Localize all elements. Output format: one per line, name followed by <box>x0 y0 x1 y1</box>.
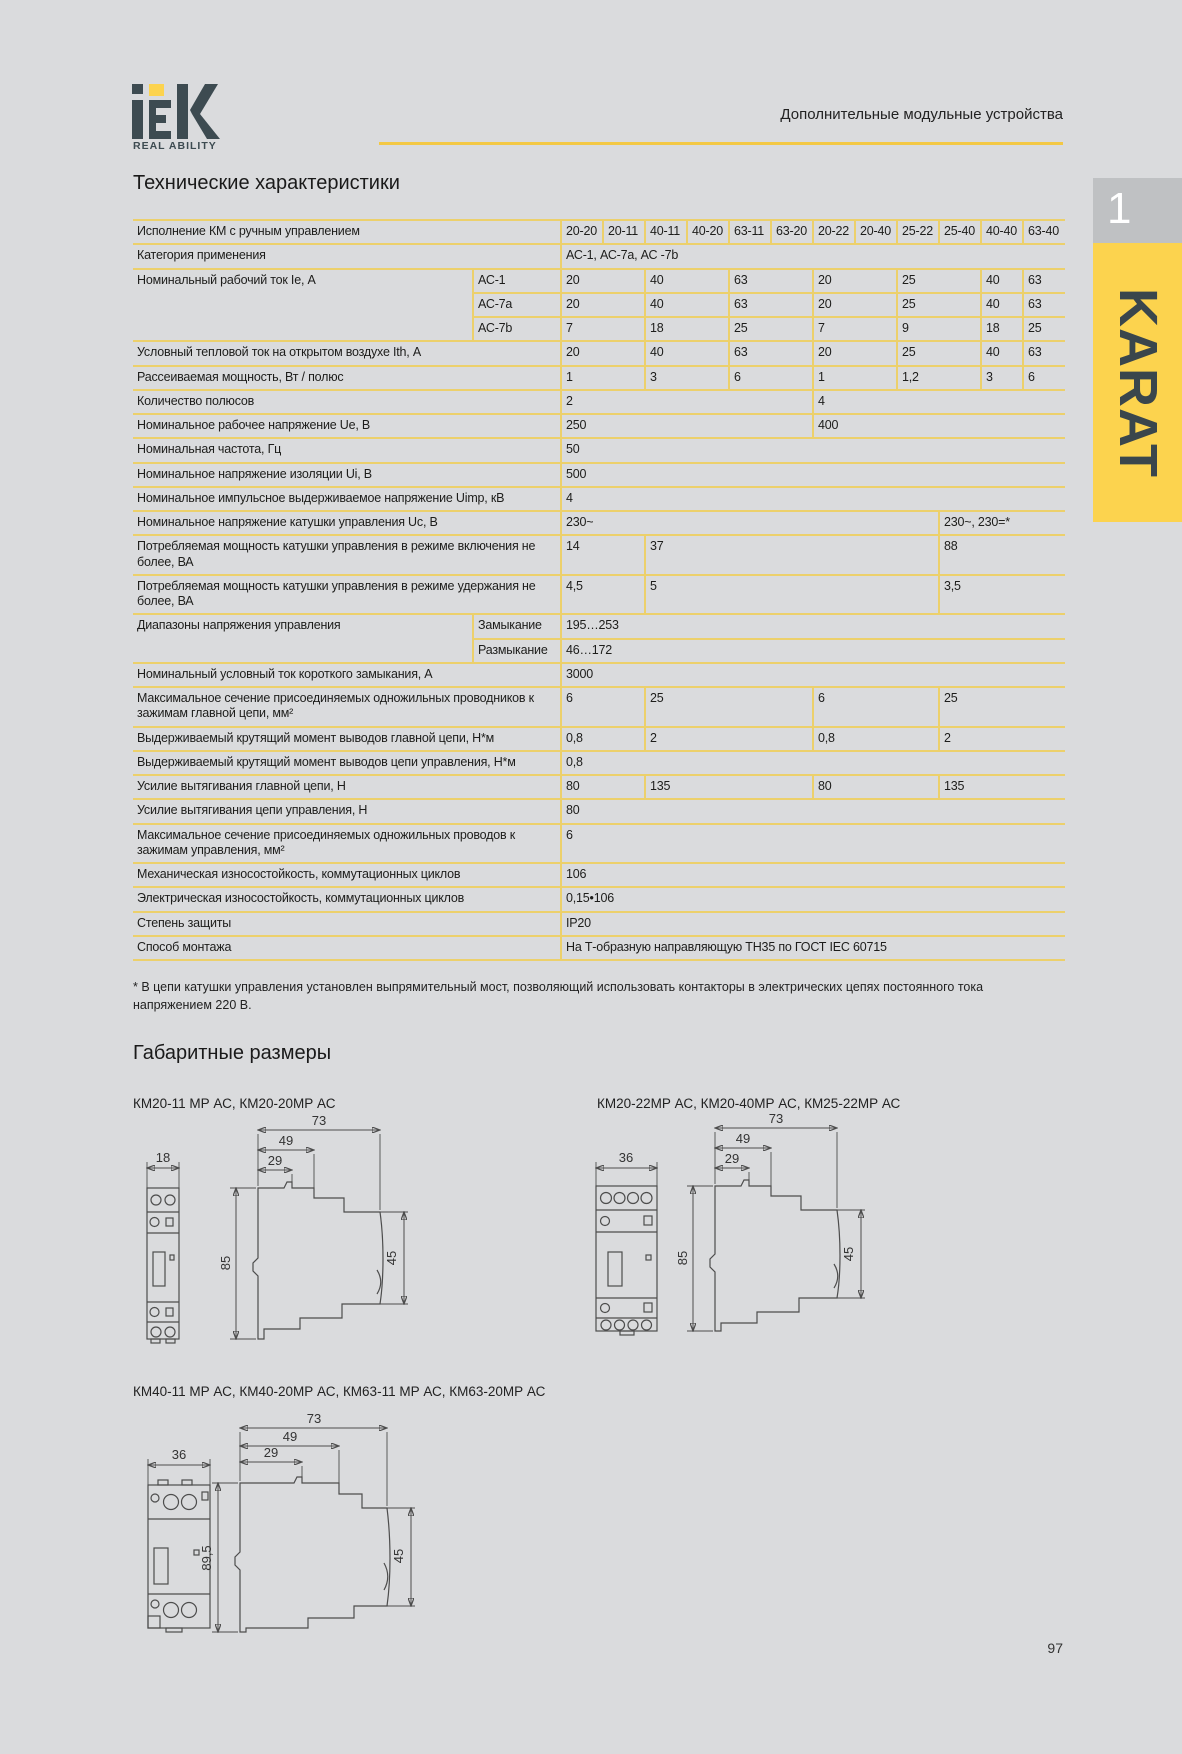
spec-value-cell: 106 <box>561 863 1065 887</box>
spec-value-cell: На Т-образную направляющую ТН35 по ГОСТ IEC 60715 <box>561 936 1065 960</box>
spec-value-cell: 20 <box>561 341 645 365</box>
table-row <box>133 863 1065 887</box>
spec-label-cell: Механическая износостойкость, коммутационных циклов <box>133 863 561 887</box>
spec-label-cell: Выдерживаемый крутящий момент выводов цепи управления, Н*м <box>133 751 561 775</box>
dim-label-total-width: 73 <box>311 1113 327 1128</box>
page-number: 97 <box>1047 1640 1063 1656</box>
spec-value-cell: 0,8 <box>561 727 645 751</box>
drawing-km20-22 <box>560 1106 870 1356</box>
logo-e-bar-mid <box>149 115 166 123</box>
spec-label-cell: Количество полюсов <box>133 390 561 414</box>
spec-label-cell: Степень защиты <box>133 912 561 936</box>
series-brand-tab <box>1093 243 1182 522</box>
spec-value-cell: 230~, 230=* <box>939 511 1065 535</box>
series-brand-label: KARAT <box>1107 287 1168 478</box>
spec-value-cell: 40 <box>981 269 1023 293</box>
specs-section-title: Технические характеристики <box>133 172 400 194</box>
logo-yellow-square <box>149 84 164 96</box>
table-row <box>133 614 1065 638</box>
dim-label-height: 85 <box>675 1250 690 1266</box>
spec-value-cell: 4,5 <box>561 575 645 615</box>
spec-value-cell: 2 <box>561 390 813 414</box>
logo-k-lower-leg <box>192 114 220 139</box>
table-row <box>133 936 1065 960</box>
spec-sublabel-cell: Размыкание <box>473 639 561 663</box>
spec-label-cell: Максимальное сечение присоединяемых одножильных проводов к зажимам управления, мм² <box>133 824 561 864</box>
spec-value-cell: 63 <box>1023 341 1065 365</box>
dim-label-mid-width: 49 <box>278 1133 294 1148</box>
spec-value-cell: 20 <box>561 293 645 317</box>
table-row <box>133 269 1065 293</box>
table-row <box>133 687 1065 727</box>
spec-value-cell: АС-1, АС-7а, АС -7b <box>561 244 1065 268</box>
spec-value-cell: 40 <box>645 293 729 317</box>
spec-value-cell: 135 <box>645 775 813 799</box>
spec-value-cell: 63 <box>729 293 813 317</box>
spec-label-cell: Условный тепловой ток на открытом воздухе Ith, А <box>133 341 561 365</box>
side-view-profile <box>235 1477 390 1632</box>
spec-label-cell: Номинальный условный ток короткого замыкания, А <box>133 663 561 687</box>
dim-label-right-height: 45 <box>841 1246 856 1262</box>
spec-value-cell: 14 <box>561 535 645 575</box>
spec-value-cell: 20 <box>561 269 645 293</box>
spec-label-cell: Способ монтажа <box>133 936 561 960</box>
table-row <box>133 414 1065 438</box>
spec-value-cell: IP20 <box>561 912 1065 936</box>
dim-label-height: 85 <box>218 1255 233 1271</box>
spec-value-cell: 40-40 <box>981 220 1023 244</box>
spec-value-cell: 3000 <box>561 663 1065 687</box>
table-row <box>133 535 1065 575</box>
spec-value-cell: 7 <box>561 317 645 341</box>
spec-label-cell: Категория применения <box>133 244 561 268</box>
spec-label-cell: Выдерживаемый крутящий момент выводов главной цепи, Н*м <box>133 727 561 751</box>
spec-value-cell: 1 <box>561 366 645 390</box>
spec-label-cell: Исполнение КМ с ручным управлением <box>133 220 561 244</box>
table-row <box>133 663 1065 687</box>
header-yellow-rule <box>379 142 1063 145</box>
logo-k-upper-leg <box>190 84 218 114</box>
dim-label-height: 89,5 <box>199 1545 214 1571</box>
table-row <box>133 824 1065 864</box>
spec-label-cell: Номинальное импульсное выдерживаемое напряжение Uimp, кВ <box>133 487 561 511</box>
drawing-km20-11 <box>118 1106 418 1356</box>
page-header-category: Дополнительные модульные устройства <box>780 106 1063 123</box>
spec-value-cell: 25-40 <box>939 220 981 244</box>
spec-value-cell: 25-22 <box>897 220 939 244</box>
spec-value-cell: 20 <box>813 341 897 365</box>
spec-value-cell: 18 <box>645 317 729 341</box>
table-row <box>133 799 1065 823</box>
spec-label-cell: Потребляемая мощность катушки управления в режиме удержания не более, ВА <box>133 575 561 615</box>
spec-value-cell: 25 <box>897 269 981 293</box>
spec-value-cell: 500 <box>561 463 1065 487</box>
spec-value-cell: 20-40 <box>855 220 897 244</box>
table-row <box>133 887 1065 911</box>
spec-value-cell: 6 <box>813 687 939 727</box>
dim-label-mid-width: 49 <box>735 1131 751 1146</box>
spec-value-cell: 46…172 <box>561 639 1065 663</box>
spec-value-cell: 63 <box>1023 269 1065 293</box>
drawing-1-title: КМ20-11 МР АС, КМ20-20МР АС <box>133 1096 336 1111</box>
spec-value-cell: 195…253 <box>561 614 1065 638</box>
spec-value-cell: 40 <box>645 269 729 293</box>
spec-value-cell: 25 <box>645 687 813 727</box>
spec-label-cell: Максимальное сечение присоединяемых одножильных проводников к зажимам главной цепи, мм² <box>133 687 561 727</box>
dim-label-small-width: 29 <box>267 1153 283 1168</box>
spec-value-cell: 80 <box>813 775 939 799</box>
side-view-profile <box>253 1182 383 1339</box>
spec-value-cell: 6 <box>561 687 645 727</box>
spec-value-cell: 3 <box>981 366 1023 390</box>
spec-label-cell: Усилие вытягивания цепи управления, Н <box>133 799 561 823</box>
spec-value-cell: 40-20 <box>687 220 729 244</box>
spec-value-cell: 25 <box>897 341 981 365</box>
spec-value-cell: 135 <box>939 775 1065 799</box>
spec-value-cell: 80 <box>561 775 645 799</box>
spec-value-cell: 63 <box>729 341 813 365</box>
spec-sublabel-cell: АС-1 <box>473 269 561 293</box>
spec-value-cell: 0,8 <box>813 727 939 751</box>
side-view-profile <box>710 1180 840 1331</box>
spec-sublabel-cell: АС-7а <box>473 293 561 317</box>
table-row <box>133 912 1065 936</box>
spec-value-cell: 20 <box>813 269 897 293</box>
table-row <box>133 438 1065 462</box>
spec-label-cell: Номинальная частота, Гц <box>133 438 561 462</box>
spec-value-cell: 2 <box>939 727 1065 751</box>
spec-value-cell: 20-11 <box>603 220 645 244</box>
dim-label-total-width: 73 <box>306 1411 322 1426</box>
dim-label-mid-width: 49 <box>282 1429 298 1444</box>
spec-value-cell: 50 <box>561 438 1065 462</box>
logo-i-stem <box>132 100 143 139</box>
table-row <box>133 390 1065 414</box>
spec-value-cell: 25 <box>1023 317 1065 341</box>
table-row <box>133 244 1065 268</box>
spec-value-cell: 5 <box>645 575 939 615</box>
spec-label-cell: Номинальное рабочее напряжение Ue, В <box>133 414 561 438</box>
table-row <box>133 575 1065 615</box>
spec-value-cell: 37 <box>645 535 939 575</box>
drawing-km40-63 <box>118 1398 418 1663</box>
spec-value-cell: 3 <box>645 366 729 390</box>
spec-value-cell: 9 <box>897 317 981 341</box>
dim-label-small-width: 29 <box>724 1151 740 1166</box>
front-view-body <box>147 1188 179 1339</box>
front-view-body <box>596 1186 657 1331</box>
spec-label-cell: Номинальное напряжение изоляции Ui, В <box>133 463 561 487</box>
spec-value-cell: 88 <box>939 535 1065 575</box>
drawing-2-title: КМ20-22МР АС, КМ20-40МР АС, КМ25-22МР АС <box>597 1096 901 1111</box>
spec-value-cell: 63 <box>729 269 813 293</box>
drawing-3-title: КМ40-11 МР АС, КМ40-20МР АС, КМ63-11 МР АС, КМ63-20МР АС <box>133 1384 546 1399</box>
spec-value-cell: 80 <box>561 799 1065 823</box>
dim-label-front-width: 18 <box>155 1150 171 1165</box>
logo-i-dot <box>132 84 143 94</box>
footnote: * В цепи катушки управления установлен выпрямительный мост, позволяющий использовать контакторы в электрических цепях постоянного тока напряжением 220 В. <box>133 980 984 1013</box>
dim-label-total-width: 73 <box>768 1111 784 1126</box>
spec-value-cell: 6 <box>729 366 813 390</box>
spec-label-cell: Усилие вытягивания главной цепи, Н <box>133 775 561 799</box>
spec-value-cell: 63-20 <box>771 220 813 244</box>
spec-value-cell: 25 <box>897 293 981 317</box>
spec-label-cell: Номинальное напряжение катушки управления Uc, В <box>133 511 561 535</box>
table-row <box>133 487 1065 511</box>
spec-label-cell: Диапазоны напряжения управления <box>133 614 473 663</box>
spec-value-cell: 25 <box>939 687 1065 727</box>
logo-tagline: REAL ABILITY <box>133 140 217 152</box>
spec-sublabel-cell: Замыкание <box>473 614 561 638</box>
table-row <box>133 751 1065 775</box>
spec-value-cell: 63-11 <box>729 220 771 244</box>
specs-table <box>133 219 1065 961</box>
spec-value-cell: 63 <box>1023 293 1065 317</box>
spec-value-cell: 40 <box>981 293 1023 317</box>
dimensions-section-title: Габаритные размеры <box>133 1042 332 1064</box>
table-row <box>133 775 1065 799</box>
spec-value-cell: 7 <box>813 317 897 341</box>
table-row <box>133 727 1065 751</box>
spec-value-cell: 20-20 <box>561 220 603 244</box>
spec-label-cell: Потребляемая мощность катушки управления в режиме включения не более, ВА <box>133 535 561 575</box>
spec-value-cell: 3,5 <box>939 575 1065 615</box>
spec-sublabel-cell: АС-7b <box>473 317 561 341</box>
spec-label-cell: Рассеиваемая мощность, Вт / полюс <box>133 366 561 390</box>
dim-label-front-width: 36 <box>171 1447 187 1462</box>
spec-value-cell: 20 <box>813 293 897 317</box>
logo-k-stem <box>177 84 188 139</box>
spec-value-cell: 4 <box>813 390 1065 414</box>
dim-label-small-width: 29 <box>263 1445 279 1460</box>
spec-value-cell: 18 <box>981 317 1023 341</box>
table-row <box>133 463 1065 487</box>
logo-e-bar-bottom <box>149 131 171 139</box>
spec-label-cell: Электрическая износостойкость, коммутационных циклов <box>133 887 561 911</box>
dim-label-front-width: 36 <box>618 1150 634 1165</box>
spec-value-cell: 25 <box>729 317 813 341</box>
spec-value-cell: 40 <box>645 341 729 365</box>
section-number-tab: 1 <box>1093 178 1182 243</box>
dim-label-right-height: 45 <box>391 1548 406 1564</box>
spec-label-cell: Номинальный рабочий ток Ie, А <box>133 269 473 342</box>
dim-label-right-height: 45 <box>384 1250 399 1266</box>
spec-value-cell: 4 <box>561 487 1065 511</box>
table-row <box>133 341 1065 365</box>
spec-value-cell: 0,15•106 <box>561 887 1065 911</box>
spec-value-cell: 400 <box>813 414 1065 438</box>
spec-value-cell: 1 <box>813 366 897 390</box>
logo-e-bar-top <box>149 100 171 108</box>
spec-value-cell: 230~ <box>561 511 939 535</box>
iek-logo <box>132 84 237 140</box>
spec-value-cell: 40 <box>981 341 1023 365</box>
spec-value-cell: 6 <box>561 824 1065 864</box>
specs-table-body <box>133 220 1065 960</box>
spec-value-cell: 0,8 <box>561 751 1065 775</box>
table-row <box>133 511 1065 535</box>
spec-value-cell: 1,2 <box>897 366 981 390</box>
spec-value-cell: 20-22 <box>813 220 855 244</box>
table-row <box>133 366 1065 390</box>
spec-value-cell: 40-11 <box>645 220 687 244</box>
spec-value-cell: 6 <box>1023 366 1065 390</box>
spec-value-cell: 2 <box>645 727 813 751</box>
spec-value-cell: 63-40 <box>1023 220 1065 244</box>
table-row <box>133 220 1065 244</box>
spec-value-cell: 250 <box>561 414 813 438</box>
